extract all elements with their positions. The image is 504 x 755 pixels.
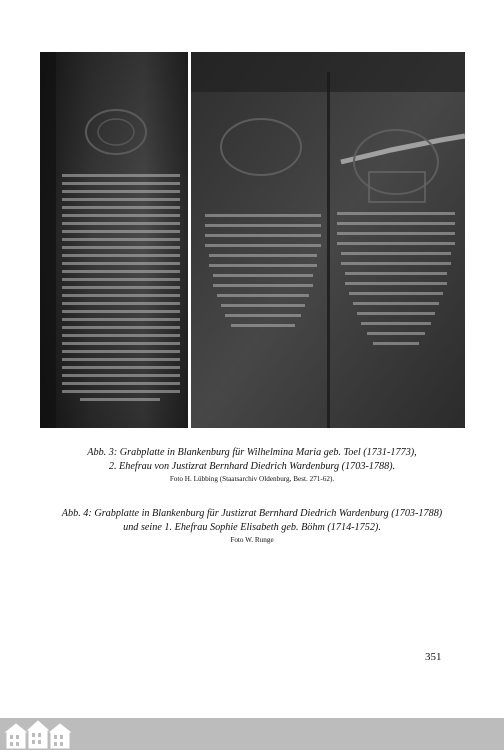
- gravestone-right-image: [191, 52, 465, 428]
- caption-4-photo-credit: Foto W. Runge: [230, 536, 274, 544]
- gravestone-left-image: [40, 52, 188, 428]
- caption-4-line-2: und seine 1. Ehefrau Sophie Elisabeth geb. Böhm (1714-1752).: [123, 522, 381, 533]
- gravestone-photo-left: [40, 52, 188, 428]
- gravestone-photo-right: [191, 52, 465, 428]
- caption-3-line-2: 2. Ehefrau von Justizrat Bernhard Diedrich Wardenburg (1703-1788).: [108, 461, 396, 472]
- building-logo-icon: [2, 718, 74, 750]
- caption-3-photo-credit: Foto H. Lübbing (Staatsarchiv Oldenburg, Best. 271-62).: [169, 475, 335, 483]
- page-number: 351: [425, 651, 442, 663]
- footer-bar: [0, 718, 504, 750]
- caption-3-line-1: Abb. 3: Grabplatte in Blankenburg für Wilhelmina Maria geb. Toel (1731-1773),: [87, 447, 417, 458]
- figure-caption-3: [0, 446, 504, 485]
- figure-caption-4: [0, 507, 504, 546]
- caption-4-line-1: Abb. 4: Grabplatte in Blankenburg für Justizrat Bernhard Diedrich Wardenburg (1703-1788): [61, 508, 443, 519]
